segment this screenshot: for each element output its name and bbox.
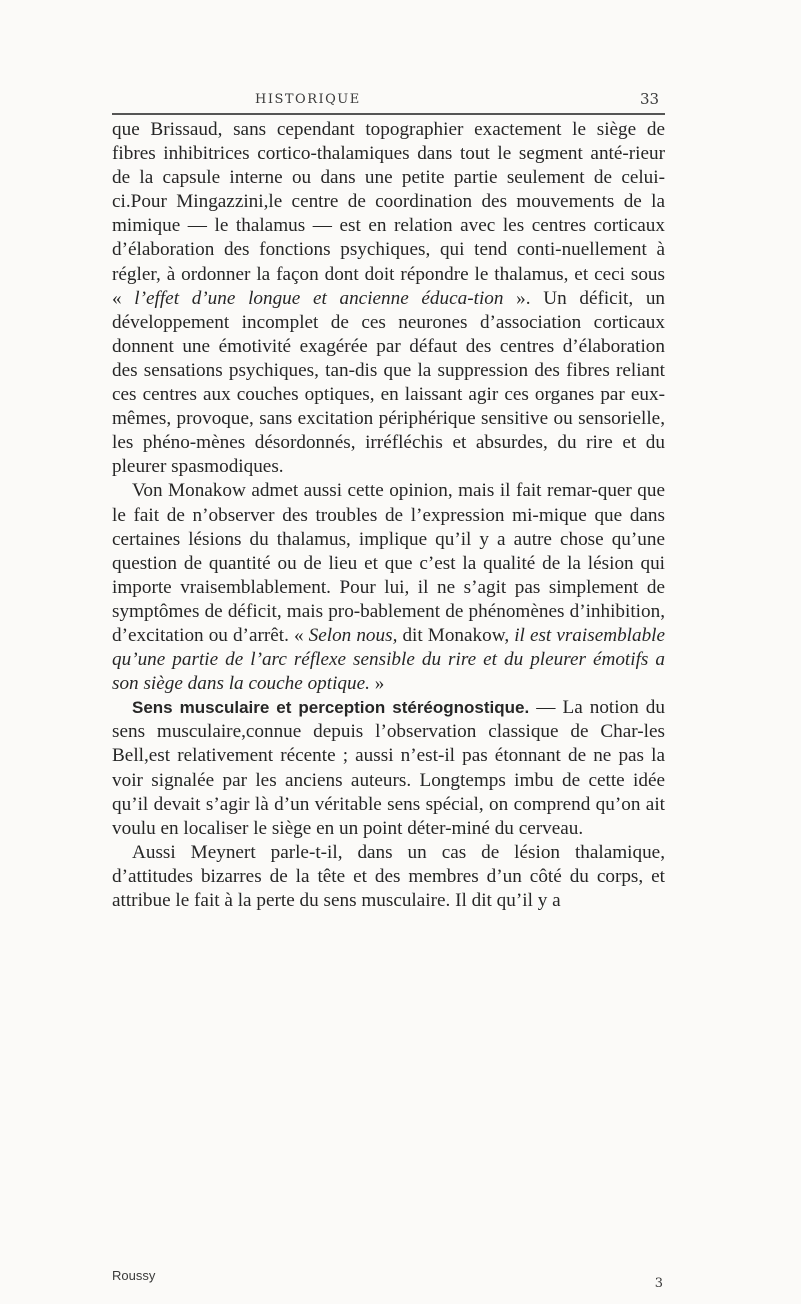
paragraph-3 <box>112 696 665 841</box>
paragraph-2-end: » <box>374 673 385 695</box>
paragraph-2-quote-start: Selon nous, <box>308 624 398 646</box>
paragraph-2-quote: il est vraisemblable qu’une partie de l’arc réflexe sensible du rire et du pleurer émotifs a son siège dans la couche optique. <box>112 624 666 695</box>
signature-number: 3 <box>654 1276 663 1291</box>
paragraph-1-end: ». Un déficit, un développement incomplet de ces neurones d’association corticaux donnent une émotivité exagérée par défaut des centres d’élaboration des sensations psychiques, tan-dis que la suppression des fibres reliant ces centres aux couches optiques, en laissant agir ces organes par eux-mêmes, provoque, sans excitation périphérique sensitive ou sensorielle, les phéno-mènes désordonnés, irréfléchis et absurdes, du rire et du pleurer spasmodiques. <box>112 287 666 478</box>
running-head: HISTORIQUE <box>255 92 361 107</box>
paragraph-4 <box>112 841 665 913</box>
paragraph-1-text: que Brissaud, sans cependant topographier exactement le siège de fibres inhibitrices cortico-thalamiques dans tout le segment anté-rieur de la capsule interne ou dans une petite partie seulement de celui-ci.Pour Mingazzini,le centre de coordination des mouvements de la mimique — le thalamus — est en relation avec les centres corticaux d’élaboration des fonctions psychiques, qui tend conti-nuellement à régler, à ordonner la façon dont doit répondre le thalamus, et ceci sous « <box>112 119 665 309</box>
paragraph-4-text: Aussi Meynert parle-t-il, dans un cas de lésion thalamique, d’attitudes bizarres de la tête et des membres d’un côté du corps, et attribue le fait à la perte du sens musculaire. Il dit qu’il y a <box>112 841 665 911</box>
page-number: 33 <box>640 90 660 108</box>
paragraph-1-quote: l’effet d’une longue et ancienne éduca-tion <box>134 287 504 309</box>
body-text <box>112 118 665 913</box>
paragraph-3-text: — La notion du sens musculaire,connue depuis l’observation classique de Char-les Bell,est relativement récente ; aussi n’est-il pas étonnant de ne pas la voir signalée par les anciens auteurs. Longtemps imbu de cette idée qu’il devait s’agir là d’un véritable sens spécial, on comprend qu’on ait voulu en localiser le siège en un point déter-miné du cerveau. <box>112 697 665 839</box>
section-heading: Sens musculaire et perception stéréognostique. <box>132 698 530 718</box>
paragraph-2-attribution: dit Monakow, <box>402 624 510 646</box>
signature-mark: Roussy <box>112 1268 156 1283</box>
paragraph-2-text: Von Monakow admet aussi cette opinion, mais il fait remar-quer que le fait de n’observer des troubles de l’expression mi-mique que dans certaines lésions du thalamus, implique qu’il y a autre chose qu’une question de quantité ou de lieu et que c’est la qualité de la lésion qui importe vraisemblablement. Pour lui, il ne s’agit pas simplement de symptômes de déficit, mais pro-bablement de phénomènes d’inhibition, d’excitation ou d’arrêt. « <box>112 480 665 646</box>
paragraph-1 <box>112 118 665 479</box>
paragraph-2 <box>112 479 665 696</box>
header-rule <box>112 113 665 115</box>
